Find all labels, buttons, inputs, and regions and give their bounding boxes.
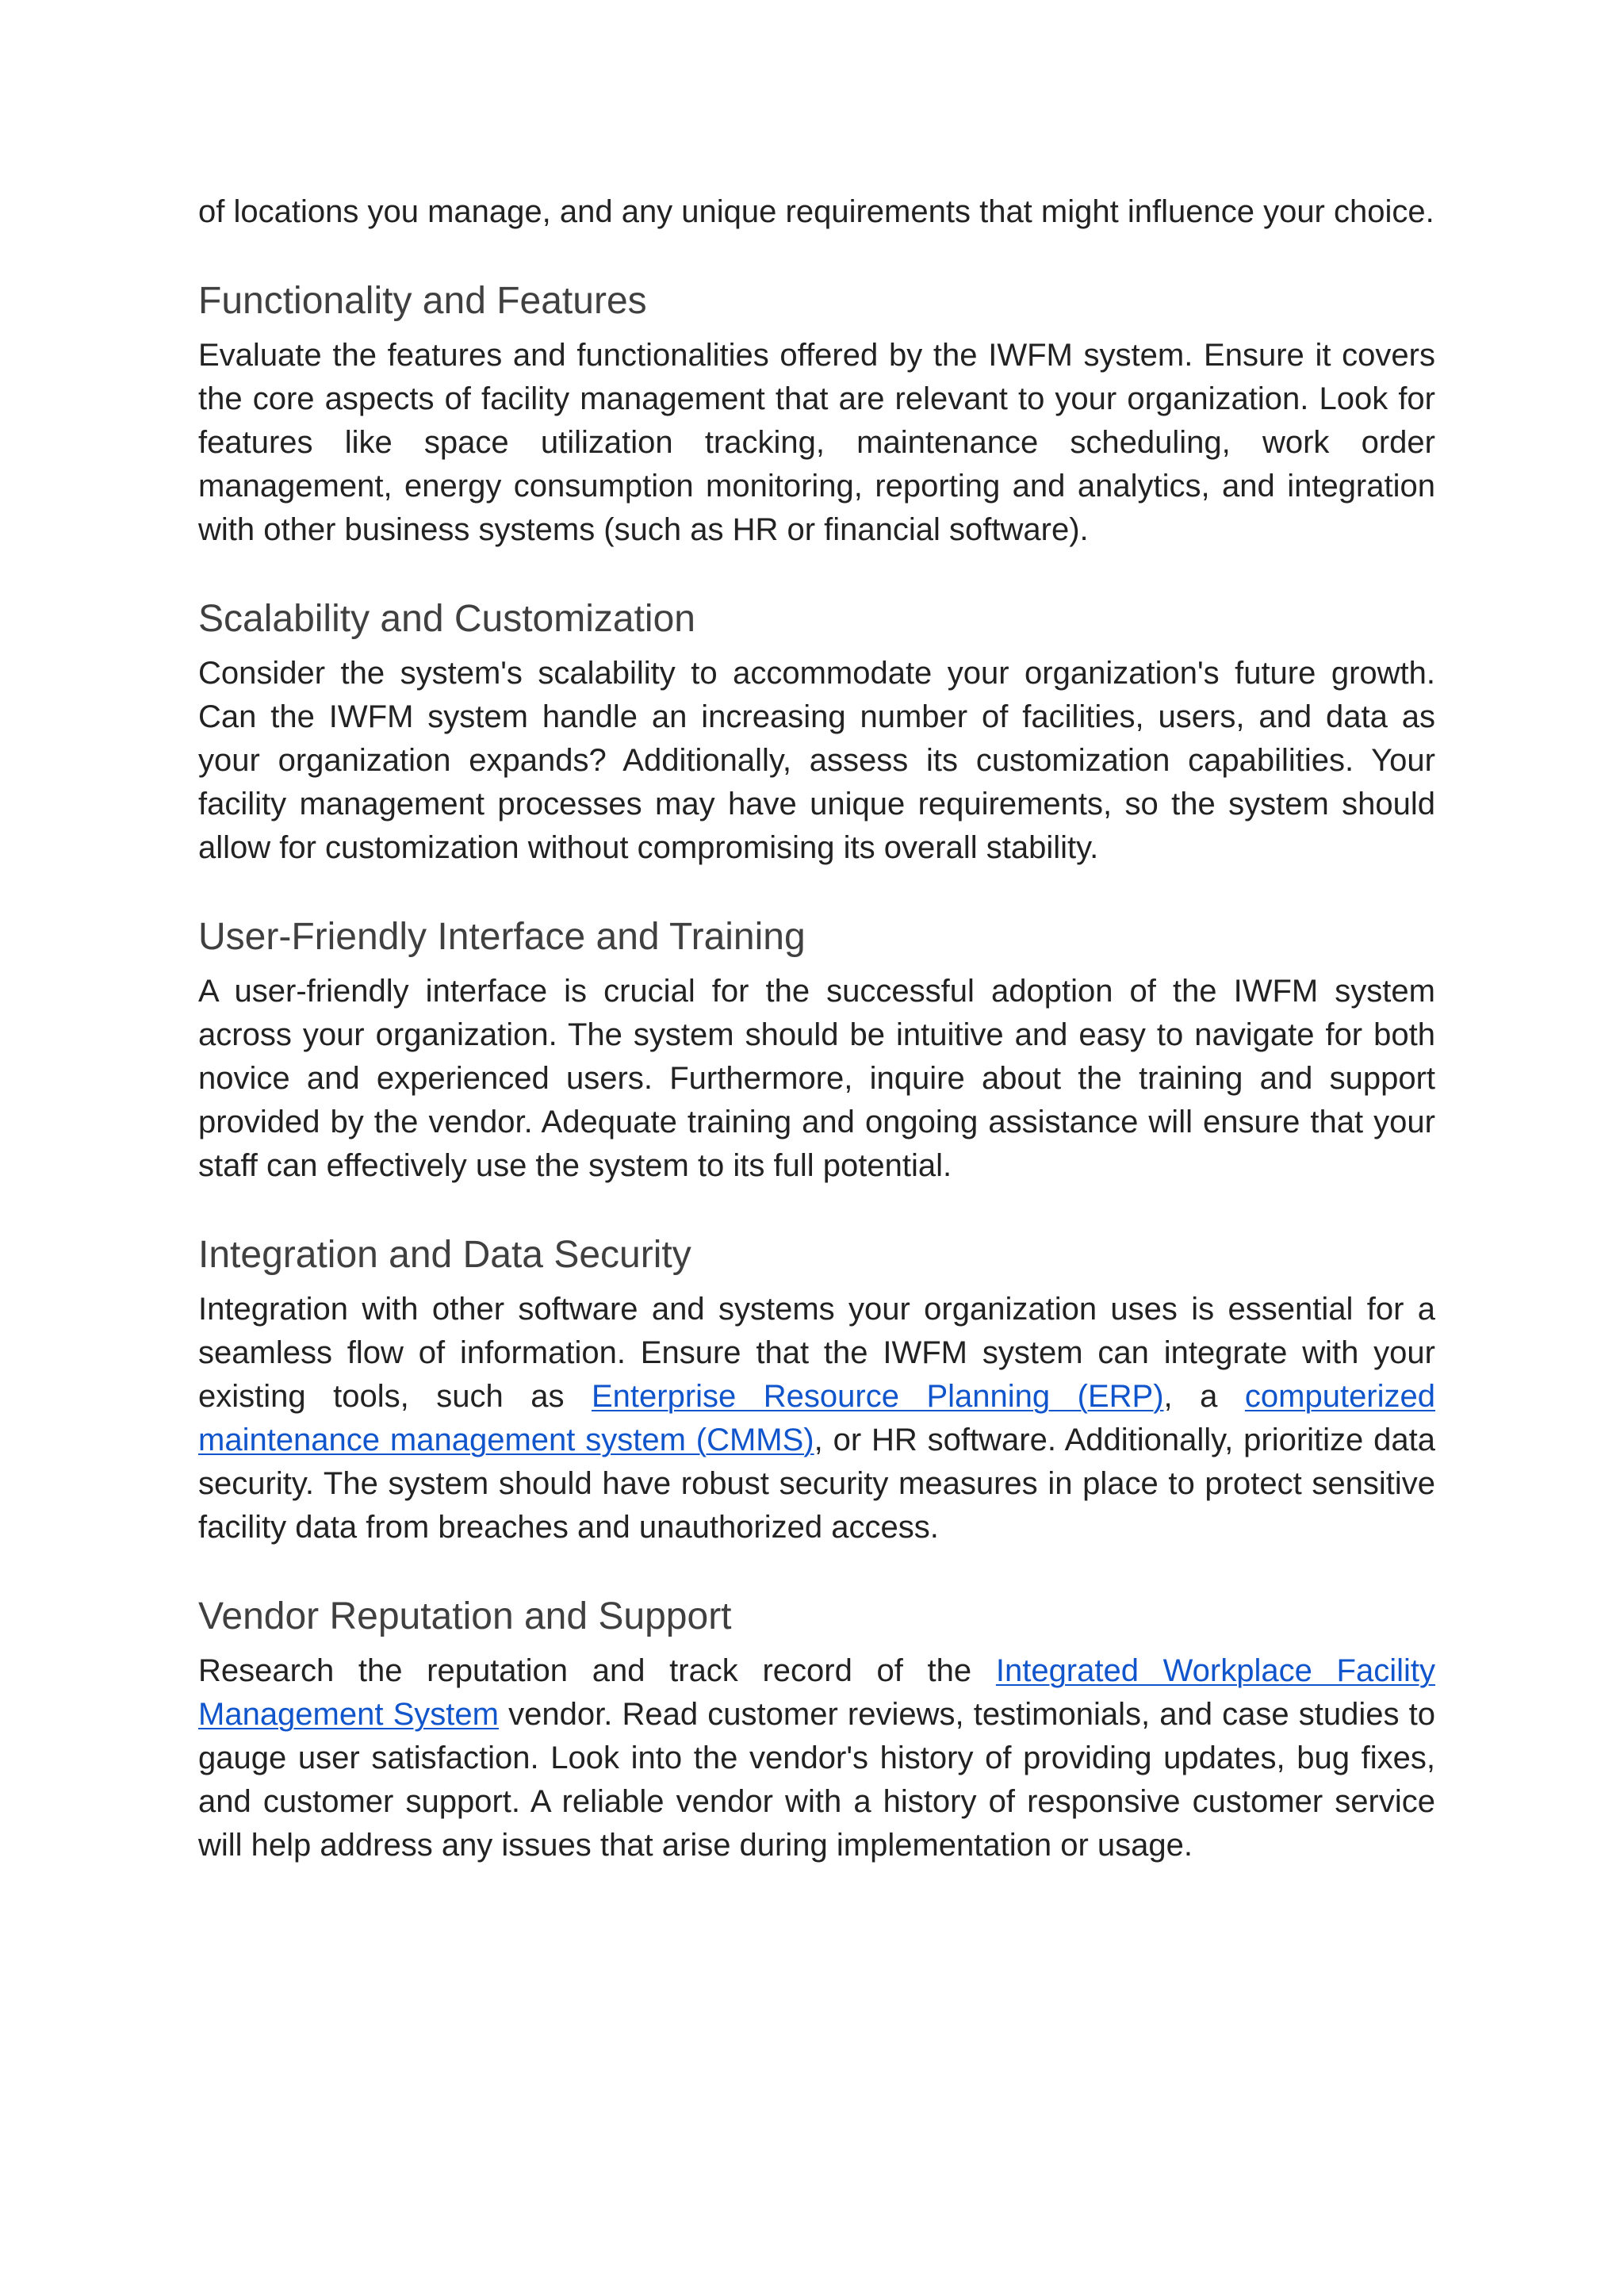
erp-link[interactable]: Enterprise Resource Planning (ERP) bbox=[591, 1379, 1164, 1414]
section-vendor-reputation-support bbox=[198, 1593, 1435, 1867]
iwfms-link[interactable]: Integrated Workplace Facility Management System bbox=[198, 1653, 1435, 1732]
section-heading: User-Friendly Interface and Training bbox=[198, 916, 806, 958]
section-user-friendly-interface bbox=[198, 913, 1435, 1188]
cmms-link[interactable]: computerized maintenance management system (CMMS) bbox=[198, 1379, 1436, 1457]
section-functionality-features bbox=[198, 278, 1435, 552]
section-heading: Integration and Data Security bbox=[198, 1234, 691, 1276]
section-paragraph bbox=[198, 1288, 1435, 1549]
section-paragraph: A user-friendly interface is crucial for the successful adoption of the IWFM system across your organization. The system should be intuitive and easy to navigate for both novice and experienced users. Furthermore, inquire about the training and support provided by the vendor. Adequate training and ongoing assistance will ensure that your staff can effectively use the system to its full potential. bbox=[198, 974, 1435, 1183]
section-paragraph: Evaluate the features and functionalities offered by the IWFM system. Ensure it covers the core aspects of facility management that are relevant to your organization. Look for features like space utilization tracking, maintenance scheduling, work order management, energy consumption monitoring, reporting and analytics, and integration with other business systems (such as HR or financial software). bbox=[198, 338, 1435, 547]
paragraph-text: , or HR software. Additionally, prioritize data security. The system should have robust security measures in place to protect sensitive facility data from breaches and unauthorized access. bbox=[198, 1423, 1436, 1545]
paragraph-text: Research the reputation and track record of the bbox=[198, 1653, 996, 1688]
paragraph-text: Integration with other software and systems your organization uses is essential for a seamless flow of information. Ensure that the IWFM system can integrate with your existing tools, such as bbox=[198, 1292, 1435, 1414]
paragraph-text: , a bbox=[1163, 1379, 1245, 1414]
document-page bbox=[198, 190, 1435, 1911]
section-scalability-customization bbox=[198, 596, 1435, 870]
intro-paragraph: of locations you manage, and any unique requirements that might influence your choice. bbox=[198, 194, 1434, 229]
section-integration-data-security bbox=[198, 1231, 1435, 1549]
section-paragraph: Consider the system's scalability to accommodate your organization's future growth. Can the IWFM system handle an increasing number of facilities, users, and data as your organization expands? Additionally, assess its customization capabilities. Your facility management processes may have unique requirements, so the system should allow for customization without compromising its overall stability. bbox=[198, 656, 1435, 865]
section-heading: Functionality and Features bbox=[198, 280, 647, 322]
paragraph-text: vendor. Read customer reviews, testimonials, and case studies to gauge user satisfaction. Look into the vendor's history of providing updates, bug fixes, and customer support. A reliable vendor with a history of responsive customer service will help address any issues that arise during implementation or usage. bbox=[198, 1697, 1436, 1863]
section-heading: Scalability and Customization bbox=[198, 598, 695, 640]
section-paragraph bbox=[198, 1649, 1435, 1867]
section-heading: Vendor Reputation and Support bbox=[198, 1595, 732, 1637]
